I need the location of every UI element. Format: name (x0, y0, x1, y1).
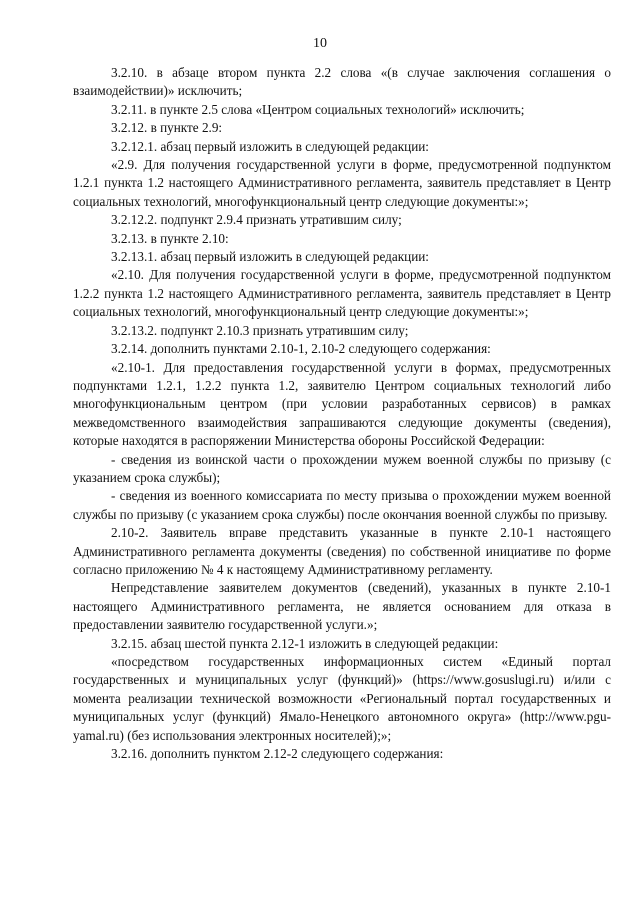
paragraph-3-2-12-2: 3.2.12.2. подпункт 2.9.4 признать утратившим силу; (111, 212, 402, 228)
paragraph-3-2-12-1: 3.2.12.1. абзац первый изложить в следующей редакции: (111, 138, 429, 154)
paragraph-2-10-2: 2.10-2. Заявитель вправе представить указанные в пункте 2.10-1 настоящего Административного регламента документы (сведения) по собственной инициативе по форме согласно приложению № 4 к настоящему Административному регламенту. (73, 525, 611, 577)
paragraph-quote-2-9: «2.9. Для получения государственной услуги в форме, предусмотренной подпунктом 1.2.1 пункта 1.2 настоящего Административного регламента, заявитель представляет в Центр социальных технологий, многофункциональный центр следующие документы:»; (73, 157, 611, 209)
paragraph-3-2-15: 3.2.15. абзац шестой пункта 2.12-1 изложить в следующей редакции: (111, 635, 499, 651)
paragraph-3-2-11: 3.2.11. в пункте 2.5 слова «Центром социальных технологий» исключить; (111, 101, 525, 117)
paragraph-3-2-12: 3.2.12. в пункте 2.9: (111, 120, 223, 136)
document-body (73, 64, 611, 763)
page-number: 10 (313, 36, 327, 51)
paragraph-3-2-13-1: 3.2.13.1. абзац первый изложить в следующей редакции: (111, 249, 429, 265)
paragraph-3-2-10: 3.2.10. в абзаце втором пункта 2.2 слова «(в случае заключения соглашения о взаимодействии)» исключить; (73, 65, 611, 99)
list-item-military-commissariat: - сведения из военного комиссариата по месту призыва о прохождении мужем военной службы по призыву (с указанием срока службы) после окончания военной службы по призыву. (73, 488, 611, 522)
list-item-military-unit: - сведения из воинской части о прохождении мужем военной службы по призыву (с указанием срока службы); (73, 451, 611, 485)
paragraph-non-submission: Непредставление заявителем документов (сведений), указанных в пункте 2.10-1 настоящего Административного регламента, не является основанием для отказа в предоставлении заявителю государственной услуги.»; (73, 580, 611, 633)
paragraph-quote-portal: «посредством государственных информационных систем «Единый портал государственных и муниципальных услуг (функций)» (https://www.gosuslugi.ru) и/или с момента реализации технической возможности «Региональный портал государственных и муниципальных услуг (функций) Ямало-Ненецкого автономного округа» (http://www.pgu-yamal.ru) (без использования электронных носителей);»; (73, 654, 611, 743)
paragraph-quote-2-10: «2.10. Для получения государственной услуги в форме, предусмотренной подпунктом 1.2.2 пункта 1.2 настоящего Административного регламента, заявитель представляет в Центр социальных технологий, многофункциональный центр следующие документы:»; (73, 267, 611, 320)
paragraph-3-2-13-2: 3.2.13.2. подпункт 2.10.3 признать утратившим силу; (111, 322, 409, 338)
paragraph-3-2-14: 3.2.14. дополнить пунктами 2.10-1, 2.10-2 следующего содержания: (111, 341, 491, 357)
paragraph-quote-2-10-1: «2.10-1. Для предоставления государственной услуги в формах, предусмотренных подпунктами 1.2.1, 1.2.2 пункта 1.2, заявителю Центром социальных технологий либо многофункциональным центром (при условии разработанных сервисов) в рамках межведомственного взаимодействия запрашиваются следующие документы (сведения), которые находятся в распоряжении Министерства обороны Российской Федерации: (73, 359, 611, 449)
paragraph-3-2-16: 3.2.16. дополнить пунктом 2.12-2 следующего содержания: (111, 746, 444, 762)
paragraph-3-2-13: 3.2.13. в пункте 2.10: (111, 230, 229, 246)
